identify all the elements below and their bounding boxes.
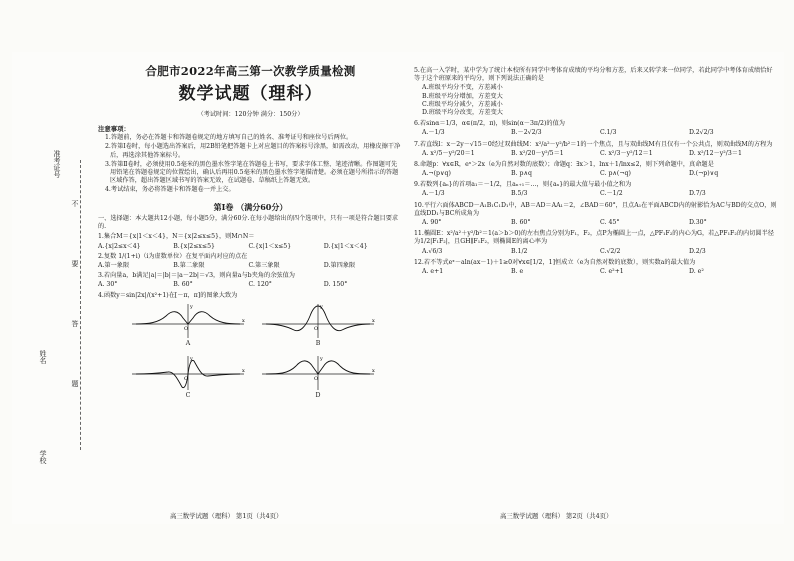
question-7: 7.若直线l：x－2y－√15＝0经过双曲线M：x²/a²－y²/b²＝1的一个焦点，且与双曲线M有且仅有一个公共点，则双曲线M的方程为 (414, 140, 773, 148)
question-6: 6.若sinα＝1/3，α∈(π/2，π)，则sin(α－3π/2)的值为 (414, 120, 565, 128)
axis-x-label: x (372, 317, 375, 324)
bind-label-question: 题 (71, 380, 79, 387)
option-c: C.－1/2 (600, 190, 623, 198)
question-12-options (414, 268, 778, 276)
option-a: A.¬(p∨q) (422, 170, 451, 178)
axis-y-label: y (320, 355, 323, 362)
option-d: D.30° (689, 219, 707, 226)
graph-a-plot (128, 302, 248, 340)
axis-y-label: y (190, 303, 193, 310)
option-c: C.第三象限 (248, 262, 280, 270)
question-5: 5.在高一入学时，某中学为了统计本校所有同学中考体育成绩的平均分和方差，后来又转学来一位同学，若此同学中考体育成绩恰好等于这个班原来的平均分，则下列说法正确的是 (414, 67, 773, 83)
function-graphs (98, 302, 403, 402)
binding-margin (40, 150, 80, 480)
option-d: D. e² (689, 267, 704, 275)
option-d: D.7/3 (689, 190, 706, 198)
section-instructions: 一、选择题：本大题共12小题，每小题5分，满分60分.在每小题给出的四个选项中，只有一项是符合题目要求的. (98, 215, 399, 231)
exam-title: 合肥市2022年高三第一次教学质量检测 (145, 64, 356, 78)
part1-title (98, 202, 403, 213)
option-d: D.2√2/3 (689, 129, 714, 137)
bind-label-school: 学校 (39, 450, 47, 464)
question-8: 8.命题p：∀x∈R，eˣ＞2x（e为自然对数的底数）；命题q：∃x＞1，lnx＋1/lnx≤2，则下列命题中，真命题是 (414, 160, 714, 168)
option-c: C. x²/3－y²/12＝1 (600, 149, 653, 157)
option-a: A. 90° (422, 219, 442, 226)
notes-title: 注意事项： (98, 124, 130, 133)
question-3-options (98, 281, 403, 289)
option-a: A.－1/3 (422, 129, 445, 137)
option-c: C.班级平均分减少，方差减小 (422, 100, 503, 108)
subject-title: 数学试题（理科） (178, 84, 323, 105)
option-c: C.√2/2 (600, 247, 621, 255)
option-c: C. p∧(¬q) (600, 170, 631, 178)
question-10: 10.平行六面体ABCD－A₁B₁C₁D₁中，AB＝AD＝AA₁＝2，∠BAD＝60°，且点A₁在平面ABCD内的射影恰为AC与BD的交点O，则直线DD₁与BC所成角为 (414, 201, 777, 217)
option-d: D.{x|1＜x＜4} (323, 242, 368, 250)
graph-label: C (185, 391, 191, 399)
graph-label: A (185, 339, 191, 347)
graph-c-plot (128, 354, 248, 392)
option-d: D. x²/12－y²/3＝1 (689, 149, 742, 157)
note-item: 4.考试结束，务必将答题卡和答题卷一并上交。 (105, 186, 235, 194)
question-2: 2.复数 1/(1+i)（i为虚数单位）在复平面内对应的点在 (98, 252, 248, 260)
question-9-options (414, 190, 778, 198)
graph-d-plot (258, 354, 378, 392)
option-a: A. 30° (98, 281, 118, 289)
question-11-options (414, 248, 778, 256)
axis-x-label: x (242, 367, 245, 374)
option-c: C.1/3 (600, 129, 617, 137)
bind-label-no: 不 (71, 200, 79, 207)
axis-x-label: x (372, 367, 375, 374)
question-3: 3.若向量a，b满足|a|＝|b|＝|a－2b|＝√3，则向量a与b夹角的余弦值为 (98, 272, 295, 280)
seal-line (80, 160, 81, 450)
right-page (414, 64, 778, 276)
graph-c (128, 354, 248, 399)
question-9: 9.若数列{aₙ}的首项a₁＝－1/2，且aₙ₊₁＝…，则{aₙ}的最大值与最小值之和为 (414, 181, 632, 189)
option-d: D. 150° (323, 281, 348, 289)
option-b: B.5/3 (511, 190, 528, 198)
part1-label: 第Ⅰ卷 (213, 201, 234, 212)
option-b: B. e (511, 267, 524, 275)
option-a: A.班级平均分不变，方差减小 (422, 84, 503, 92)
exam-info: （考试时间：120分钟 满分：150分） (197, 110, 304, 118)
option-c: C.{x|1＜x≤5} (248, 242, 292, 250)
option-d: D.班级平均分改变，方差变大 (422, 108, 503, 116)
axis-y-label: y (320, 303, 323, 310)
graph-label: D (315, 391, 321, 399)
option-a: A.√6/3 (422, 247, 443, 255)
option-d: D.(¬p)∨q (689, 170, 719, 178)
option-b: B. p∧q (511, 170, 532, 178)
option-a: A.－1/3 (422, 190, 445, 198)
graph-a (128, 302, 248, 347)
question-4: 4.函数y＝sin|2x|/(x²+1)在[－π，π]的图象大致为 (98, 291, 238, 299)
axis-y-label: y (190, 355, 193, 362)
question-11: 11.椭圆E：x²/a²＋y²/b²＝1(a＞b＞0)的左右焦点分别为F₁，F₂，点P为椭圆上一点，△PF₁F₂的内心为G，若△PF₁F₂的内切圆半径为1/2|F₁F₂|，且GH∥F₁F₂，则椭圆E的离心率为 (414, 230, 774, 246)
axis-origin-label: O (314, 375, 319, 382)
question-1-options (98, 243, 403, 251)
part1-score: （满分60分） (236, 201, 288, 212)
note-item: 1.答题前，务必在答题卡和答题卷规定的地方填写自己的姓名、准考证号和座位号后两位。 (105, 134, 353, 142)
right-footer: 高三数学试题（理科） 第2页（共4页） (500, 512, 613, 520)
question-10-options (414, 219, 778, 227)
option-a: A. x²/5－y²/20＝1 (422, 149, 475, 157)
bind-label-answer: 答 (71, 320, 79, 327)
option-c: C. e²+1 (600, 267, 624, 275)
option-c: C. 120° (248, 281, 272, 289)
option-b: B. 60° (173, 281, 193, 289)
note-item: 2.答第Ⅰ卷时，每小题选出答案后，用2B铅笔把答题卡上对应题目的答案标号涂黑，如需改动，用橡皮擦干净后，再选涂其他答案标号。 (105, 143, 401, 159)
bind-label-name: 姓名 (39, 350, 47, 364)
left-footer: 高三数学试题（理科） 第1页（共4页） (170, 512, 283, 520)
question-12: 12.若不等式eˣ－aln(ax－1)＋1≥0对∀x∈[1/2，1]恒成立（e为自然对数的底数），则实数a的最大值为 (414, 258, 696, 266)
question-8-options (414, 170, 778, 178)
bind-label-need: 要 (71, 260, 79, 267)
option-c: C. 45° (600, 219, 620, 226)
question-5-options (414, 84, 778, 117)
option-b: B.1/2 (511, 247, 528, 255)
option-b: B.{x|2≤x≤5} (173, 242, 215, 250)
option-a: A.第一象限 (98, 262, 130, 270)
option-a: A.{x|2≤x＜4} (98, 242, 141, 250)
axis-origin-label: O (184, 325, 189, 332)
graph-label: B (315, 339, 321, 347)
note-item: 3.答第Ⅱ卷时，必须使用0.5毫米的黑色墨水签字笔在答题卷上书写，要求字体工整、笔迹清晰。作图题可先用铅笔在答题卷规定的位置绘出，确认后再用0.5毫米的黑色墨水签字笔描清楚。必须在题号所指示的答题区域作答，超出答题区域书写的答案无效，在试题卷、草稿纸上答题无效。 (105, 160, 399, 185)
option-a: A. e+1 (422, 267, 444, 275)
axis-origin-label: O (184, 375, 189, 382)
graph-b-plot (258, 302, 378, 340)
option-b: B.第二象限 (173, 262, 205, 270)
question-2-options (98, 262, 403, 270)
axis-x-label: x (242, 317, 245, 324)
option-d: D.第四象限 (323, 262, 356, 270)
question-1: 1.集合M＝{x|1＜x＜4}，N＝{x|2≤x≤5}，则M∩N＝ (98, 233, 255, 241)
left-page (98, 64, 403, 402)
axis-origin-label: O (314, 325, 319, 332)
option-b: B.班级平均分增加，方差变大 (422, 92, 503, 100)
graph-d (258, 354, 378, 399)
graph-b (258, 302, 378, 347)
option-d: D.2/3 (689, 247, 706, 255)
option-b: B. x²/20－y²/5＝1 (511, 149, 564, 157)
question-7-options (414, 150, 778, 158)
bind-label-exam-number: 准考证号 (53, 150, 61, 178)
option-b: B. 60° (511, 219, 531, 226)
question-6-options (414, 129, 778, 137)
option-b: B.－2√2/3 (511, 129, 542, 137)
